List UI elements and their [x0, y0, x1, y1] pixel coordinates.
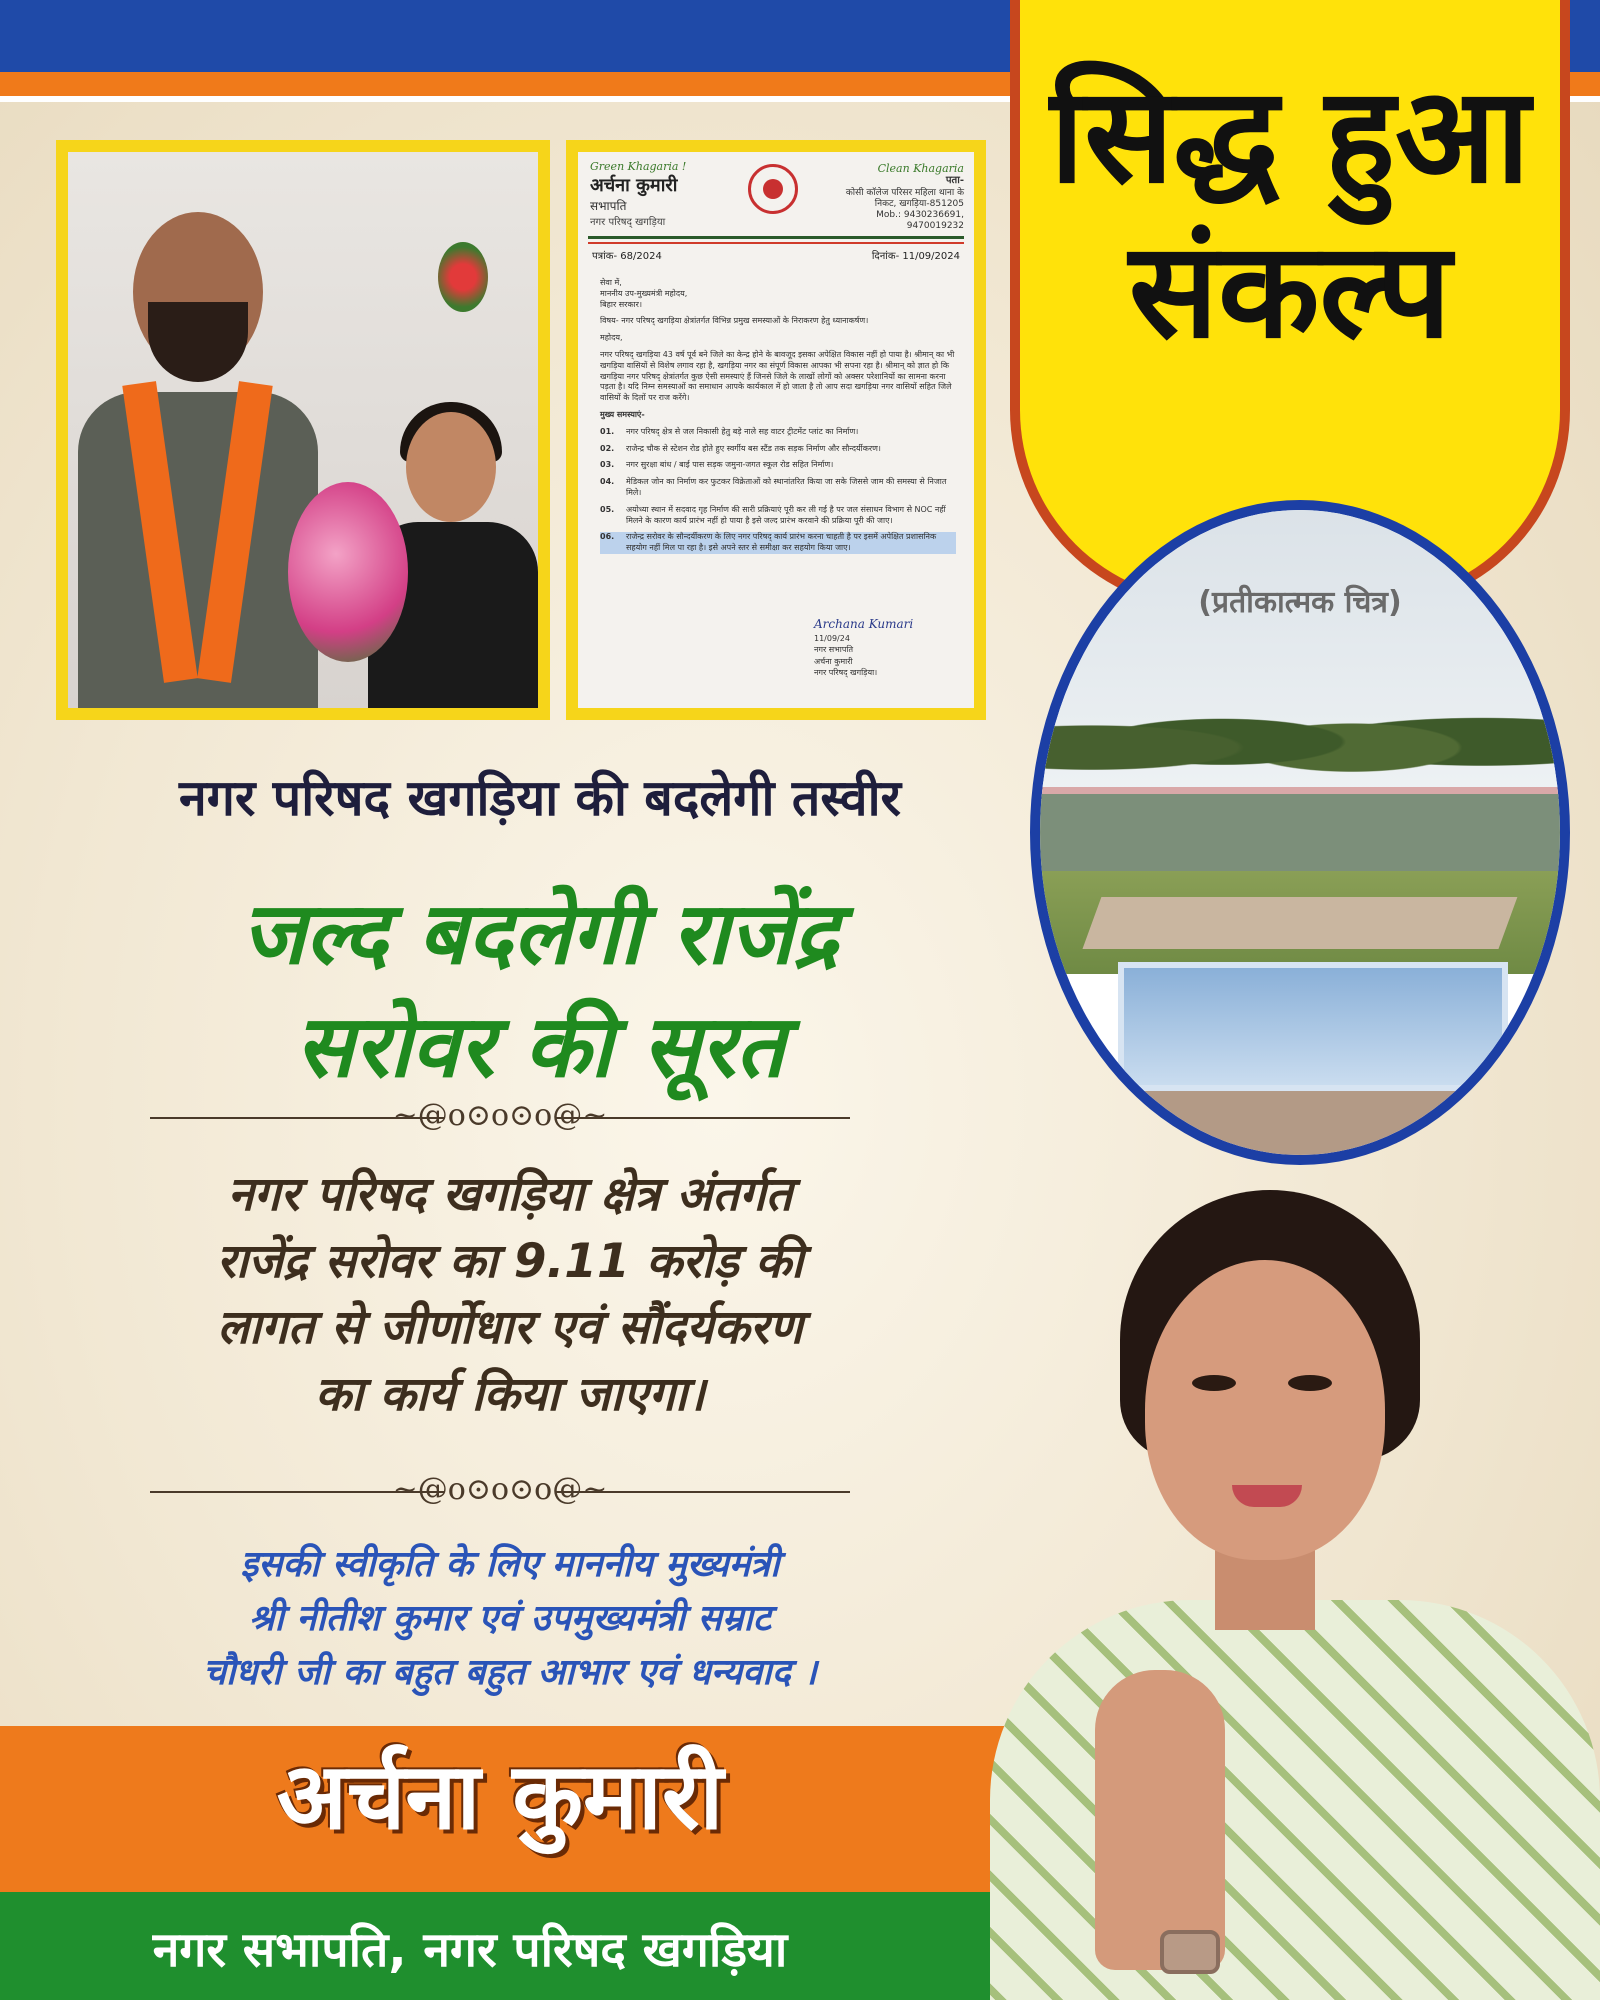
- portrait-eye: [1192, 1375, 1236, 1391]
- letter-items: [600, 427, 956, 554]
- portrait-eye: [1288, 1375, 1332, 1391]
- banner-line-1: सिद्ध हुआ: [1050, 59, 1530, 213]
- fountain-pool: [1118, 962, 1508, 1091]
- man-figure: [78, 392, 318, 708]
- ornament-glyph: ~@o⊙o⊙o@~: [392, 1472, 608, 1507]
- letterhead-left: [590, 160, 740, 228]
- illustration-label: (प्रतीकात्मक चित्र): [1198, 585, 1402, 620]
- letter-ref: पत्रांक- 68/2024: [592, 251, 662, 262]
- ornament-glyph: ~@o⊙o⊙o@~: [392, 1098, 608, 1133]
- banner-line-2: संकल्प: [1128, 214, 1452, 368]
- subheading: नगर परिषद खगड़िया की बदलेगी तस्वीर: [179, 769, 901, 827]
- watch-icon: [1160, 1930, 1220, 1974]
- thanks-message: इसकी स्वीकृति के लिए माननीय मुख्यमंत्री श्री नीतीश कुमार एवं उपमुख्यमंत्री सम्राट चौधरी जी का बहुत बहुत आभार एवं धन्यवाद ।: [203, 1544, 817, 1693]
- project-description: नगर परिषद खगड़िया क्षेत्र अंतर्गत राजेंद्र सरोवर का 9.11 करोड़ की लागत से जीर्णोधार एवं सौंदर्यकरण का कार्य किया जाएगा।: [216, 1167, 804, 1423]
- letterhead-rule: [588, 236, 964, 239]
- candidate-portrait: [930, 1180, 1600, 2000]
- letterhead-rule-red: [588, 242, 964, 244]
- letter-item: 01. नगर परिषद् क्षेत्र से जल निकासी हेतु बड़े नाले सह वाटर ट्रीटमेंट प्लांट का निर्माण।: [600, 426, 859, 436]
- letterhead-role: सभापति: [590, 199, 627, 213]
- lake-illustration: [1030, 500, 1570, 1165]
- folded-hands: [1095, 1670, 1225, 1970]
- letterhead-address: पता- कोसी काॅलेज परिसर महिला थाना के निकट, खगड़िया-851205 Mob.: 9430236691, 9470019232: [845, 175, 964, 232]
- letter-item-highlighted: 06. राजेन्द्र सरोवर के सौन्दर्यीकरण के लिए नगर परिषद् कार्य प्रारंभ करना चाहती है पर इसमें अपेक्षित प्रशासनिक सहयोग नहीं मिल पा रहा है। इसे अपने स्तर से समीक्षा कर सहयोग किया जाए।: [600, 532, 956, 554]
- letter-item: 04. मेडिकल जोन का निर्माण कर फुटकर विक्रेताओं को स्थानांतरित किया जा सके जिससे जाम की समस्या से निजात मिले।: [600, 477, 947, 497]
- letter-photo-frame: [566, 140, 986, 720]
- letter-body: सेवा में, माननीय उप-मुख्यमंत्री महोदय, बिहार सरकार। विषय- नगर परिषद् खगड़िया क्षेत्रांतर्गत विभिन्न प्रमुख समस्याओं के निराकरण हेतु ध्यानाकर्षण। महोदय, नगर परिषद् खगड़िया 43 वर्ष पूर्व बने जिले का केन्द्र होने के बावजूद इसका अपेक्षित विकास नहीं हो पाया है। श्रीमान् का भी खगड़िया वासियों से विशेष लगाव रहा है, खगड़िया नगर का संपूर्ण विकास आपका भी सपना रहा है। श्रीमान् को ज्ञात हो कि खगड़िया नगर परिषद् क्षेत्रांतर्गत कुछ ऐसी समस्याएं हैं जिनसे जिले के लाखों लोगों को अक्सर परेशानियों का सामना करना पड़ता है। यदि निम्न समस्याओं का समाधान आपके कार्यकाल में हो जाता है तो आप सदा खगड़िया नगर वासियों सहित जिले वासियों के दिलों पर राज करेंगे। मुख्य समस्याएं- 01. नगर परिषद् क्षेत्र से जल निकासी हेतु बड़े नाले सह वाटर ट्रीटमेंट प्लांट का निर्माण। 02. राजेन्द्र चौक से स्टेशन रोड होते हुए स्वर्गीय बस स्टैंड तक सड़क निर्माण और सौन्दर्यीकरण। 03. नगर सुरक्षा बांध / बाई पास सड़क जमुना-जगत स्कूल रोड सहित निर्माण। 04. मेडिकल जोन का निर्माण कर फुटकर विक्रेताओं को स्थानांतरित किया जा सके जिससे जाम की समस्या से निजात मिले। 05. अयोध्या स्थान में सदवाद गृह निर्माण की सारी प्रक्रियाएं पूरी कर ली गई है पर जल संसाधन विभाग से NOC नहीं मिलने के कारण कार्य प्रारंभ नहीं हो पाया है इसे जल्द प्रारंभ करवाने की प्रक्रिया पूरी की जाए। 06. राजेन्द्र सरोवर के सौन्दर्यीकरण के लिए नगर परिषद् कार्य प्रारंभ करना चाहती है पर इसमें अपेक्षित प्रशासनिक सहयोग नहीं मिल पा रहा है। इसे अपने स्तर से समीक्षा कर सहयोग किया जाए।: [600, 278, 955, 553]
- letterhead-tag: Green Khagaria !: [590, 160, 687, 173]
- letter-item: 02. राजेन्द्र चौक से स्टेशन रोड होते हुए स्वर्गीय बस स्टैंड तक सड़क निर्माण और सौन्दर्यीकरण।: [600, 443, 881, 453]
- letter-paragraph: नगर परिषद् खगड़िया 43 वर्ष पूर्व बने जिले का केन्द्र होने के बावजूद इसका अपेक्षित विकास नहीं हो पाया है। श्रीमान् का भी खगड़िया वासियों से विशेष लगाव रहा है, खगड़िया नगर का संपूर्ण विकास आपका भी सपना रहा है। श्रीमान् को ज्ञात हो कि खगड़िया नगर परिषद् क्षेत्रांतर्गत कुछ ऐसी समस्याएं हैं जिनसे जिले के लाखों लोगों को अक्सर परेशानियों का सामना करना पड़ता है। यदि निम्न समस्याओं का समाधान आपके कार्यकाल में हो जाता है तो आप सदा खगड़िया नगर वासियों सहित जिले वासियों के दिलों पर राज करेंगे।: [600, 349, 955, 403]
- ornament-divider-1: [150, 1098, 850, 1138]
- flower-vase-shape: [438, 242, 488, 312]
- emblem-icon: [748, 164, 798, 214]
- headline-line-2: सरोवर की सूरत: [295, 997, 785, 1097]
- letterhead-org: नगर परिषद् खगड़िया: [590, 217, 666, 228]
- letter-date: दिनांक- 11/09/2024: [871, 251, 960, 262]
- letter-photo: [578, 152, 974, 708]
- letterhead-right: [824, 162, 964, 233]
- signature: Archana Kumari: [814, 617, 914, 632]
- portrait-kurta: [990, 1600, 1600, 2000]
- meeting-photo-frame: [56, 140, 550, 720]
- letter-ref-line: [592, 248, 960, 262]
- letter-signature-block: Archana Kumari 11/09/24 नगर सभापति अर्चना कुमारी नगर परिषद् खगड़िया।: [814, 616, 944, 678]
- candidate-title: नगर सभापति, नगर परिषद खगड़िया: [152, 1922, 788, 1978]
- letterhead-name: अर्चना कुमारी: [590, 175, 678, 196]
- headline-line-1: जल्द बदलेगी राजेंद्र: [241, 884, 839, 984]
- meeting-photo: [68, 152, 538, 708]
- bouquet: [288, 482, 408, 662]
- letterhead-right-tag: Clean Khagaria: [877, 162, 964, 175]
- candidate-name: अर्चना कुमारी: [276, 1743, 724, 1850]
- portrait-face: [1145, 1260, 1385, 1560]
- letter-item: 05. अयोध्या स्थान में सदवाद गृह निर्माण की सारी प्रक्रियाएं पूरी कर ली गई है पर जल संसाधन विभाग से NOC नहीं मिलने के कारण कार्य प्रारंभ नहीं हो पाया है इसे जल्द प्रारंभ करवाने की प्रक्रिया पूरी की जाए।: [600, 504, 946, 525]
- ornament-divider-2: [150, 1472, 850, 1512]
- letter-item: 03. नगर सुरक्षा बांध / बाई पास सड़क जमुना-जगत स्कूल रोड सहित निर्माण।: [600, 460, 834, 470]
- man-beard: [148, 302, 248, 382]
- letter-subject: विषय- नगर परिषद् खगड़िया क्षेत्रांतर्गत विभिन्न प्रमुख समस्याओं के निराकरण हेतु ध्यानाकर्षण।: [600, 316, 869, 326]
- woman-head: [406, 412, 496, 522]
- portrait-lips: [1232, 1485, 1302, 1507]
